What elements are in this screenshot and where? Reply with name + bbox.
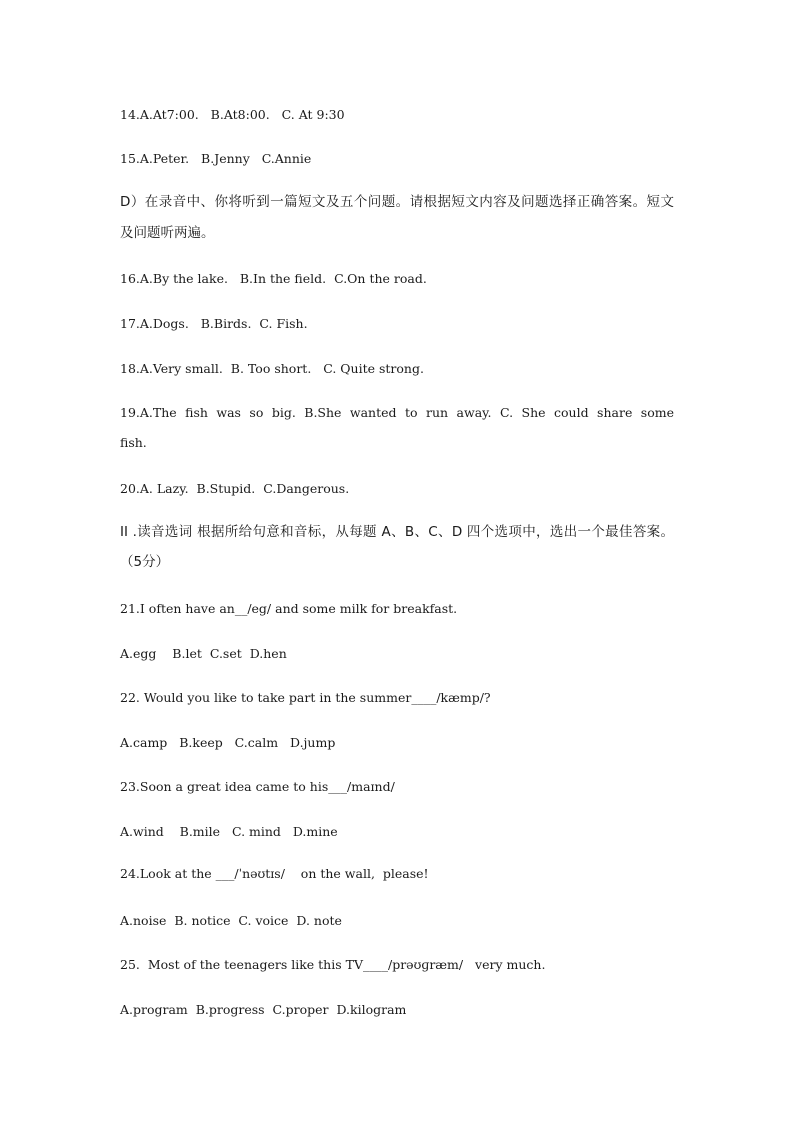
question-18-options: 18.A.Very small. B. Too short. C. Quite strong.: [120, 361, 424, 376]
question-15-options: 15.A.Peter. B.Jenny C.Annie: [120, 151, 312, 166]
question-22-options: A.camp B.keep C.calm D.jump: [120, 735, 336, 750]
section-d-instruction-line-2: 及问题听两遍。: [120, 225, 215, 241]
question-21-options: A.egg B.let C.set D.hen: [120, 646, 287, 661]
question-23-options: A.wind B.mile C. mind D.mine: [120, 824, 338, 839]
question-16-options: 16.A.By the lake. B.In the field. C.On the road.: [120, 271, 427, 286]
section-ii-heading-line-2: （5分）: [120, 554, 170, 570]
question-22-text: 22. Would you like to take part in the summer____/kæmp/?: [120, 690, 491, 705]
question-25-text: 25. Most of the teenagers like this TV____/prəʊɡræm/ very much.: [120, 957, 546, 972]
section-ii-heading-line-1: II .读音选词 根据所给句意和音标，从每题 A、B、C、D 四个选项中，选出一个最佳答案。: [120, 524, 674, 540]
question-17-options: 17.A.Dogs. B.Birds. C. Fish.: [120, 316, 308, 331]
question-20-options: 20.A. Lazy. B.Stupid. C.Dangerous.: [120, 481, 350, 496]
question-19-options-line-2: fish.: [120, 435, 147, 450]
question-25-options: A.program B.progress C.proper D.kilogram: [120, 1002, 407, 1017]
section-d-instruction-line-1: D）在录音中、你将听到一篇短文及五个问题。请根据短文内容及问题选择正确答案。短文: [120, 194, 674, 210]
question-14-options: 14.A.At7:00. B.At8:00. C. At 9:30: [120, 107, 345, 122]
question-24-options: A.noise B. notice C. voice D. note: [120, 913, 342, 928]
question-19-options-line-1: 19.A.The fish was so big. B.She wanted to run away. C. She could share some: [120, 405, 674, 420]
question-23-text: 23.Soon a great idea came to his___/maɪnd/: [120, 779, 395, 794]
question-21-text: 21.I often have an__/eg/ and some milk for breakfast.: [120, 601, 458, 616]
question-24-text: 24.Look at the ___/ˈnəʊtɪs/ on the wall, please!: [120, 866, 429, 881]
